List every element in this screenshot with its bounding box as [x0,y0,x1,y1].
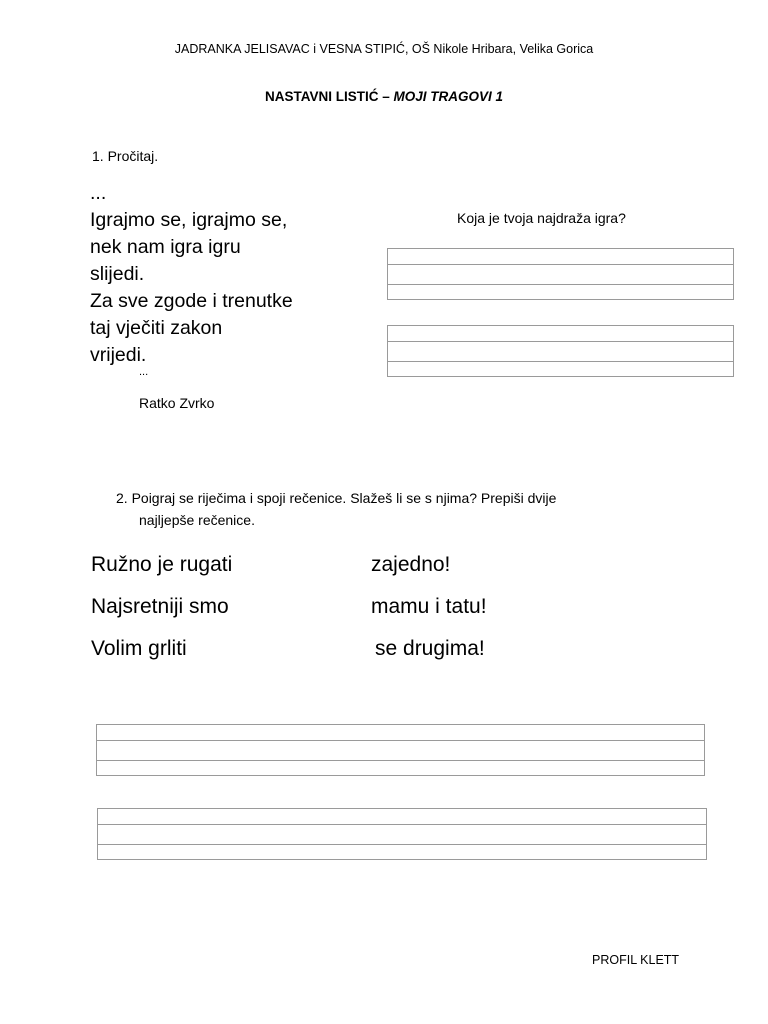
writing-line[interactable] [388,249,733,265]
poem-author: Ratko Zvrko [139,395,215,411]
answer-lines-4[interactable] [97,808,707,860]
sentence-end: mamu i tatu! [371,595,487,618]
poem-line: nek nam igra igru [90,236,241,258]
poem-line: Igrajmo se, igrajmo se, [90,209,288,231]
task2-label-line2: najljepše rečenice. [139,512,255,528]
writing-line[interactable] [388,362,733,376]
poem-line: ... [90,182,107,204]
writing-line[interactable] [97,725,704,741]
question-favorite-game: Koja je tvoja najdraža igra? [457,210,626,226]
writing-line[interactable] [98,809,706,825]
writing-line[interactable] [97,741,704,761]
task1-label: 1. Pročitaj. [92,148,159,164]
writing-line[interactable] [97,761,704,775]
poem-line: vrijedi. [90,344,147,366]
publisher-footer: PROFIL KLETT [592,953,680,967]
sentence-start: Najsretniji smo [91,595,229,618]
poem-ellipsis: ... [139,366,149,378]
sentence-end: zajedno! [371,553,451,576]
writing-line[interactable] [98,825,706,845]
answer-lines-1[interactable] [387,248,734,300]
sentence-end: se drugima! [375,637,485,660]
title-plain: NASTAVNI LISTIĆ – [264,89,394,104]
poem [90,180,293,369]
task2-label-line1: 2. Poigraj se riječima i spoji rečenice. Slažeš li se s njima? Prepiši dvije [116,490,557,506]
poem-line: Za sve zgode i trenutke [90,290,293,312]
poem-line: slijedi. [90,263,145,285]
writing-line[interactable] [388,326,733,342]
answer-lines-3[interactable] [96,724,705,776]
worksheet-title [0,89,768,104]
writing-line[interactable] [388,342,733,362]
answer-lines-2[interactable] [387,325,734,377]
writing-line[interactable] [98,845,706,859]
poem-line: taj vječiti zakon [90,317,223,339]
page-header-authors: JADRANKA JELISAVAC i VESNA STIPIĆ, OŠ Nikole Hribara, Velika Gorica [174,42,594,56]
title-italic: MOJI TRAGOVI 1 [393,89,504,104]
writing-line[interactable] [388,265,733,285]
sentence-start: Volim grliti [91,637,187,660]
writing-line[interactable] [388,285,733,299]
sentence-start: Ružno je rugati [91,553,233,576]
